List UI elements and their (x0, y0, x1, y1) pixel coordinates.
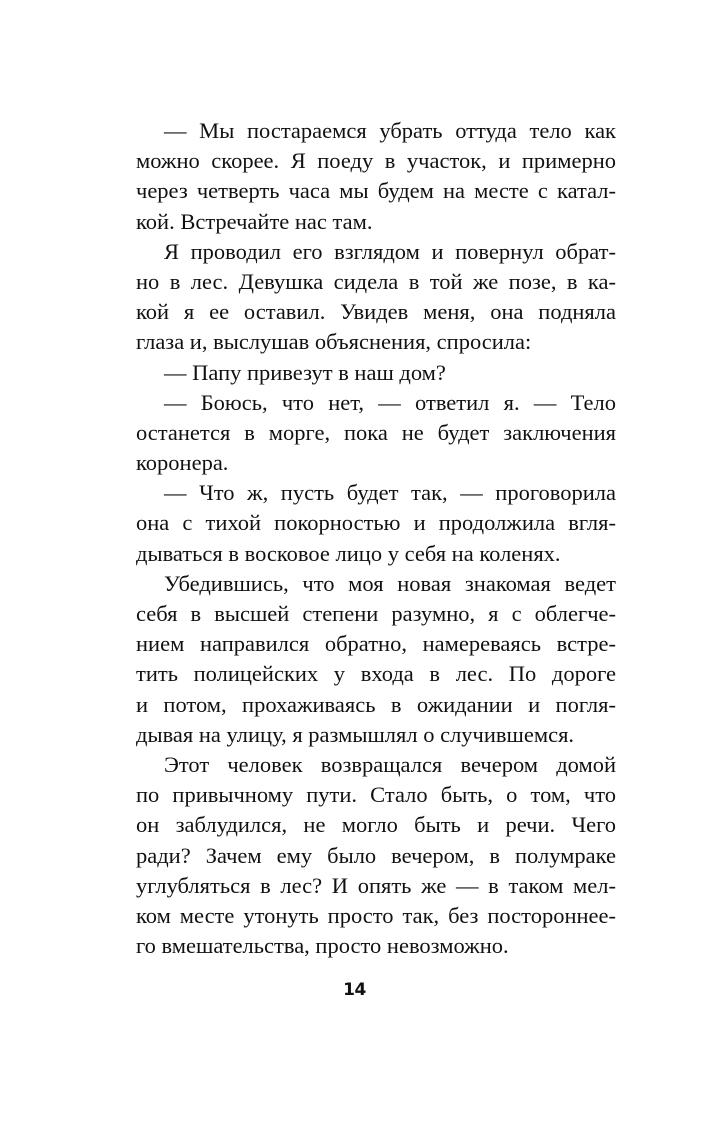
text-line: Этот человек возвращался вечером домой (164, 751, 616, 777)
text-line: — Мы постараемся убрать оттуда тело как (164, 118, 616, 143)
text-line: она с тихой покорностью и продолжила вгля- (136, 510, 616, 536)
text-line: кой я ее оставил. Увидев меня, она подняла (136, 299, 616, 325)
paragraph-4 (136, 388, 616, 479)
paragraph-6 (136, 569, 616, 750)
text-line: Убедившись, что моя новая знакомая ведет (164, 570, 616, 596)
text-line: коронера. (136, 450, 229, 476)
text-line: нием направился обратно, намереваясь встре- (136, 631, 616, 657)
paragraph-2 (136, 237, 616, 358)
text-line: — Боюсь, что нет, — ответил я. — Тело (164, 389, 616, 415)
text-line: себя в высшей степени разумно, я с облегче- (136, 601, 616, 626)
text-line: он заблудился, не могло быть и речи. Чего (136, 812, 616, 838)
text-line: останется в морге, пока не будет заключения (136, 419, 616, 445)
text-line: ради? Зачем ему было вечером, в полумраке (136, 842, 616, 868)
text-line: Я проводил его взглядом и повернул обрат- (164, 238, 616, 264)
text-line: через четверть часа мы будем на месте с катал- (136, 178, 616, 204)
text-line: ком месте утонуть просто так, без постороннее- (136, 902, 616, 928)
body-text (136, 116, 616, 961)
text-line: можно скорее. Я поеду в участок, и примерно (136, 148, 616, 174)
text-line: но в лес. Девушка сидела в той же позе, в ка- (136, 268, 616, 294)
text-line: дываться в восковое лицо у себя на коленях. (136, 540, 561, 566)
text-line: по привычному пути. Стало быть, о том, что (136, 782, 616, 808)
text-line: го вмешательства, просто невозможно. (136, 933, 509, 959)
page-number: 14 (343, 980, 366, 1000)
text-line: кой. Встречайте нас там. (136, 208, 373, 234)
text-line: — Что ж, пусть будет так, — проговорила (164, 480, 616, 506)
text-line: тить полицейских у входа в лес. По дороге (136, 661, 616, 687)
paragraph-7 (136, 750, 616, 961)
paragraph-5 (136, 478, 616, 569)
text-line: — Папу привезут в наш дом? (164, 359, 446, 385)
text-line: глаза и, выслушав объяснения, спросила: (136, 329, 532, 355)
text-line: углубляться в лес? И опять же — в таком мел- (136, 872, 616, 898)
paragraph-1 (136, 116, 616, 237)
text-line: дывая на улицу, я размышлял о случившемся. (136, 721, 575, 747)
text-line: и потом, прохаживаясь в ожидании и погля- (136, 691, 616, 717)
paragraph-3 (136, 358, 616, 388)
